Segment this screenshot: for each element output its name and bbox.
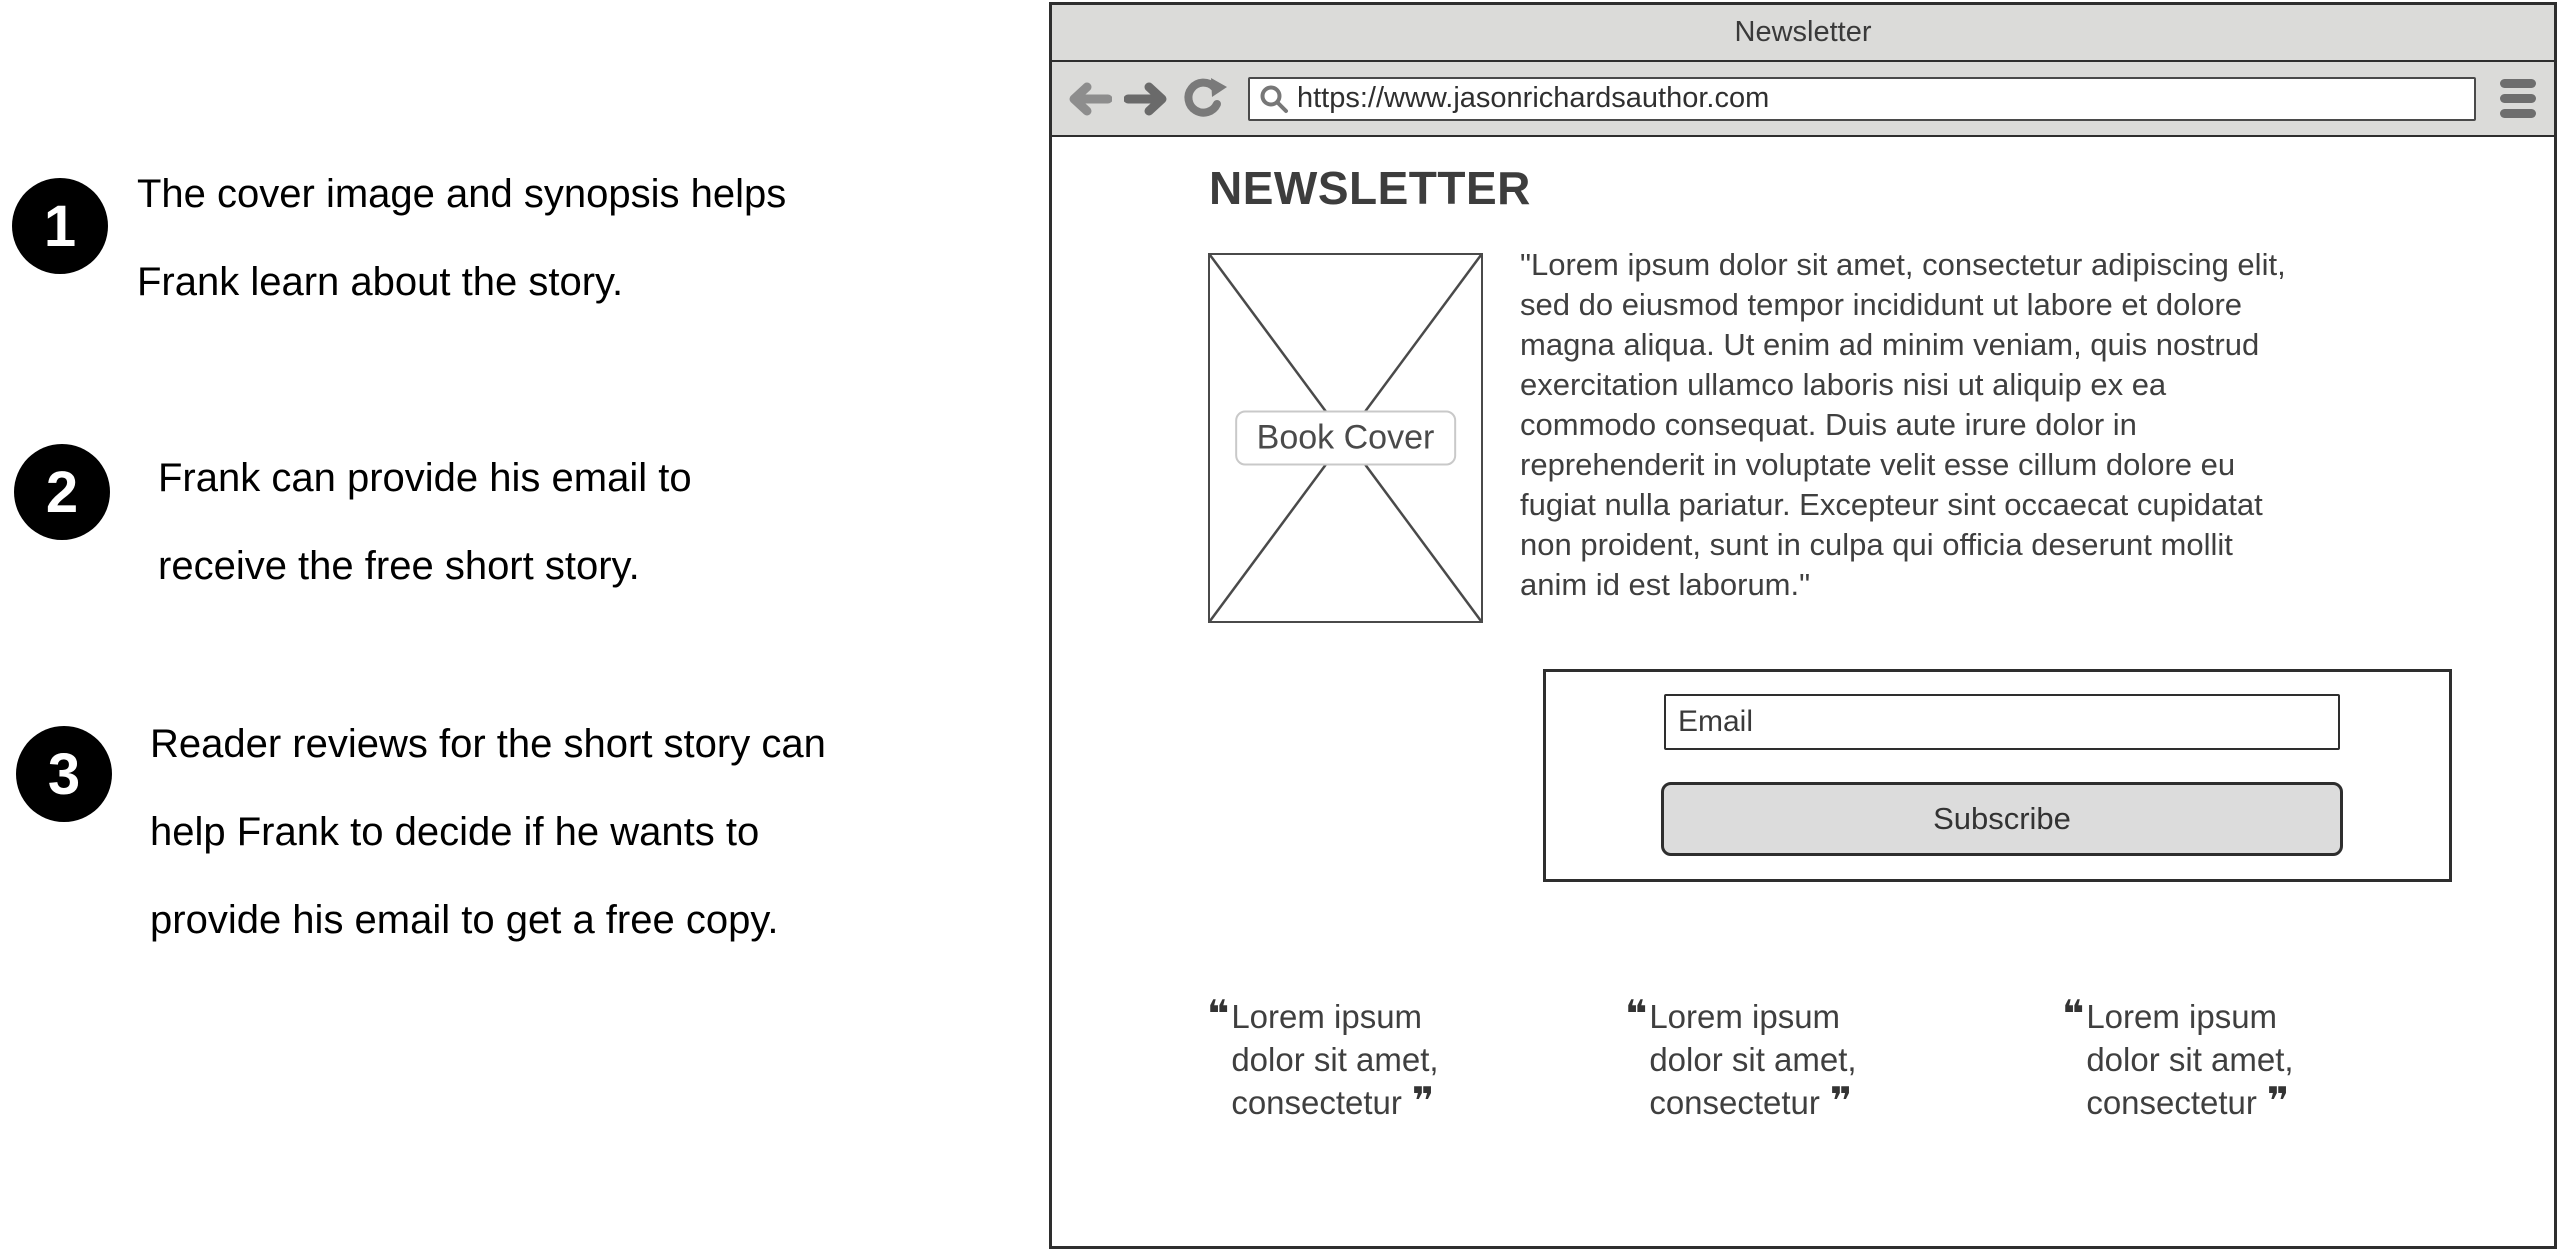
book-cover-placeholder	[1208, 253, 1483, 623]
subscribe-button[interactable]: Subscribe	[1661, 782, 2343, 856]
step-3-note-line: Reader reviews for the short story can	[150, 722, 826, 766]
testimonial-2	[1625, 992, 1857, 1124]
testimonial-line-text: consectetur	[2086, 1084, 2257, 1121]
testimonial-line: dolor sit amet,	[1649, 1041, 1857, 1078]
testimonial-line: Lorem ipsum	[2086, 998, 2278, 1035]
synopsis-line: magna aliqua. Ut enim ad minim veniam, quis nostrud	[1520, 327, 2260, 362]
testimonial-line	[1231, 1081, 1438, 1124]
step-1-note-line: Frank learn about the story.	[137, 260, 624, 304]
page-title: NEWSLETTER	[1209, 162, 1531, 214]
synopsis-text	[1520, 245, 2286, 605]
step-1-badge	[12, 178, 108, 274]
book-cover-label-text: Book Cover	[1256, 418, 1435, 457]
step-3-badge	[16, 726, 112, 822]
step-2-badge	[14, 444, 110, 540]
synopsis-line: exercitation ullamco laboris nisi ut aliquip ex ea	[1520, 367, 2167, 402]
close-quote-icon: ❞	[1411, 1079, 1435, 1123]
testimonial-2-text	[1649, 995, 1856, 1124]
search-icon	[1258, 83, 1290, 115]
testimonial-line	[1649, 1081, 1856, 1124]
synopsis-line: non proident, sunt in culpa qui officia deserunt mollit	[1520, 527, 2233, 562]
signup-form	[1543, 669, 2452, 882]
testimonial-1-text	[1231, 995, 1438, 1124]
open-quote-icon: ❝	[1207, 992, 1230, 1036]
testimonial-3-text	[2086, 995, 2293, 1124]
close-quote-icon: ❞	[1829, 1079, 1853, 1123]
step-2-note-line: Frank can provide his email to	[158, 456, 692, 500]
step-3-number: 3	[47, 741, 81, 807]
open-quote-icon: ❝	[2062, 992, 2085, 1036]
step-2-note	[158, 434, 692, 610]
step-1-note	[137, 150, 786, 326]
testimonial-3	[2062, 992, 2294, 1124]
step-1-number: 1	[43, 193, 77, 259]
browser-titlebar	[1052, 5, 2554, 62]
step-3-note-line: help Frank to decide if he wants to	[150, 810, 760, 854]
page-content	[1052, 137, 2554, 1241]
testimonial-line	[2086, 1081, 2293, 1124]
step-2-number: 2	[45, 459, 79, 525]
testimonial-line: dolor sit amet,	[1231, 1041, 1439, 1078]
close-quote-icon: ❞	[2266, 1079, 2290, 1123]
synopsis-line: commodo consequat. Duis aute irure dolor in	[1520, 407, 2137, 442]
synopsis-line: reprehenderit in voluptate velit esse cillum dolore eu	[1520, 447, 2236, 482]
browser-window	[1049, 2, 2557, 1249]
back-icon[interactable]	[1066, 81, 1112, 117]
email-input[interactable]	[1664, 694, 2340, 750]
forward-icon[interactable]	[1124, 81, 1170, 117]
url-bar[interactable]	[1248, 77, 2476, 121]
testimonial-line-text: consectetur	[1649, 1084, 1820, 1121]
testimonial-line: Lorem ipsum	[1649, 998, 1841, 1035]
browser-toolbar	[1052, 62, 2554, 137]
testimonial-line: dolor sit amet,	[2086, 1041, 2294, 1078]
synopsis-line: "Lorem ipsum dolor sit amet, consectetur adipiscing elit,	[1520, 247, 2286, 282]
step-3-note-line: provide his email to get a free copy.	[150, 898, 779, 942]
menu-icon[interactable]	[2500, 79, 2536, 118]
step-3-note	[150, 700, 826, 964]
testimonial-1	[1207, 992, 1439, 1124]
refresh-icon[interactable]	[1182, 78, 1228, 120]
book-cover-label	[1235, 411, 1457, 466]
window-title: Newsletter	[1734, 16, 1872, 48]
step-2-note-line: receive the free short story.	[158, 544, 640, 588]
synopsis-line: fugiat nulla pariatur. Excepteur sint occaecat cupidatat	[1520, 487, 2263, 522]
testimonial-line-text: consectetur	[1231, 1084, 1402, 1121]
url-text: https://www.jasonrichardsauthor.com	[1297, 82, 1770, 114]
synopsis-line: anim id est laborum."	[1520, 567, 1811, 602]
step-1-note-line: The cover image and synopsis helps	[137, 172, 787, 216]
open-quote-icon: ❝	[1625, 992, 1648, 1036]
synopsis-line: sed do eiusmod tempor incididunt ut labore et dolore	[1520, 287, 2243, 322]
testimonial-line: Lorem ipsum	[1231, 998, 1423, 1035]
